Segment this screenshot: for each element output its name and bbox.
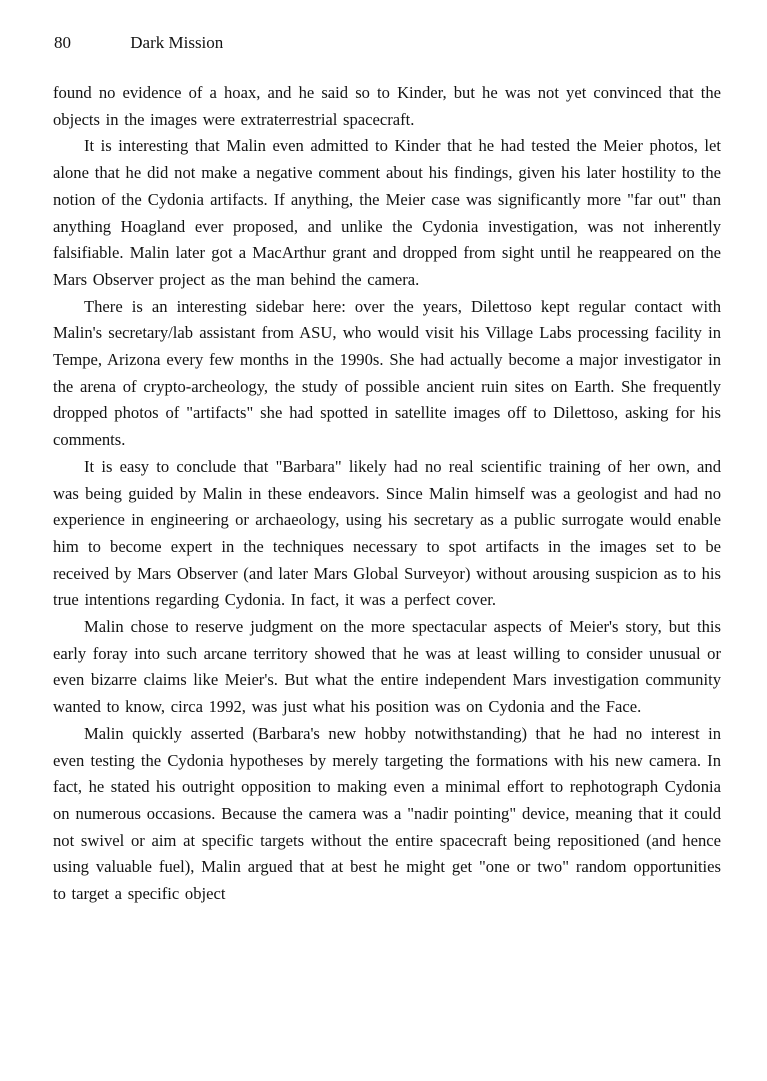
body-paragraph: There is an interesting sidebar here: over the years, Dilettoso kept regular contact with Malin's secretary/lab assistant from ASU, who would visit his Village Labs processing facility in Tempe, Arizona every few months in the 1990s. She had actually become a major investigator in the arena of crypto-archeology, the study of possible ancient ruin sites on Earth. She frequently dropped photos of "artifacts" she had spotted in satellite images off to Dilettoso, asking for his comments. bbox=[53, 296, 721, 450]
body-paragraph: Malin chose to reserve judgment on the more spectacular aspects of Meier's story, but this early foray into such arcane territory showed that he was at least willing to consider unusual or even bizarre claims like Meier's. But what the entire independent Mars investigation community wanted to know, circa 1992, was just what his position was on Cydonia and the Face. bbox=[53, 617, 721, 717]
running-header bbox=[54, 33, 718, 53]
body-paragraph: found no evidence of a hoax, and he said so to Kinder, but he was not yet convinced that the objects in the images were extraterrestrial spacecraft. bbox=[53, 83, 721, 129]
body-paragraph: It is interesting that Malin even admitted to Kinder that he had tested the Meier photos, let alone that he did not make a negative comment about his findings, given his later hostility to the notion of the Cydonia artifacts. If anything, the Meier case was significantly more "far out" than anything Hoagland ever proposed, and unlike the Cydonia investigation, was not inherently falsifiable. Malin later got a MacArthur grant and dropped from sight until he reappeared on the Mars Observer project as the man behind the camera. bbox=[53, 136, 721, 289]
page-number: 80 bbox=[54, 33, 71, 52]
body-paragraph: Malin quickly asserted (Barbara's new hobby notwithstanding) that he had no interest in even testing the Cydonia hypotheses by merely targeting the formations with his new camera. In fact, he stated his outright opposition to making even a minimal effort to rephotograph Cydonia on numerous occasions. Because the camera was a "nadir pointing" device, meaning that it could not swivel or aim at specific targets without the entire spacecraft being repositioned (and hence using valuable fuel), Malin argued that at best he might get "one or two" random opportunities to target a specific object bbox=[53, 723, 721, 904]
book-title: Dark Mission bbox=[130, 33, 224, 52]
body-paragraph: It is easy to conclude that "Barbara" likely had no real scientific training of her own, and was being guided by Malin in these endeavors. Since Malin himself was a geologist and had no experience in engineering or archaeology, using his secretary as a public surrogate would enable him to become expert in the techniques necessary to spot artifacts in the images set to be received by Mars Observer (and later Mars Global Surveyor) without arousing suspicion as to his true intentions regarding Cydonia. In fact, it was a perfect cover. bbox=[53, 456, 722, 610]
page-body-text bbox=[53, 80, 721, 908]
